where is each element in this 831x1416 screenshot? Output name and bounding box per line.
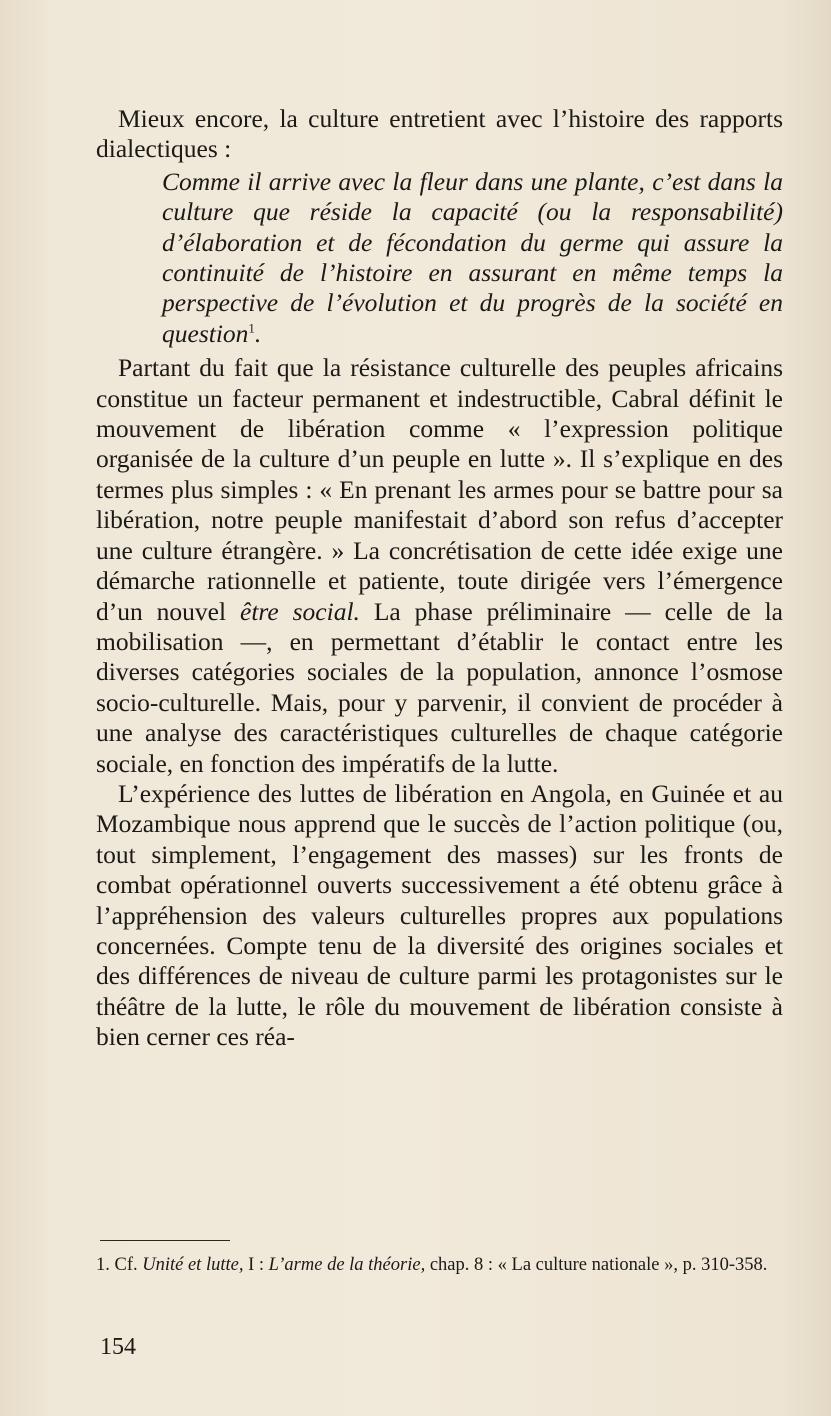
quote-text: Comme il arrive avec la fleur dans une plante, c’est dans la culture que réside la capacité (ou la responsabilité) d’élaboration et de fécondation du germe qui assure la continuité de l’histoire en assurant en même temps la perspective de l’évolution et du progrès de la société en question xyxy=(162,166,783,348)
footnote xyxy=(96,1252,783,1278)
footnote-number: 1. xyxy=(96,1255,110,1275)
emphasis-etre-social: être social. xyxy=(240,596,360,626)
footnote-volume: I : xyxy=(248,1255,265,1275)
page-number: 154 xyxy=(100,1334,136,1360)
paragraph-cabral-text-a: Partant du fait que la résistance culturelle des peuples africains constitue un facteur permanent et indestructible, Cabral définit le mouvement de libération comme « l’expression politique organisée de la culture d’un peuple en lutte ». Il s’explique en des termes plus simples : « En prenant les armes pour se battre pour sa libération, notre peuple manifestait d’abord son refus d’accepter une culture étrangère. » La concrétisation de cette idée exige une démarche rationnelle et patiente, toute dirigée vers l’émergence d’un nouvel xyxy=(96,353,783,626)
footnote-reference: 1 xyxy=(248,320,255,336)
footnote-suffix: chap. 8 : « La culture nationale », p. 310-358. xyxy=(429,1255,768,1275)
footnote-chapter-title: L’arme de la théorie, xyxy=(268,1255,426,1275)
body-text xyxy=(96,104,783,1053)
footnote-prefix: Cf. xyxy=(114,1255,138,1275)
block-quote xyxy=(162,165,783,353)
footnote-separator xyxy=(100,1240,230,1241)
paragraph-intro: Mieux encore, la culture entretient avec l’histoire des rapports dialectiques : xyxy=(96,104,783,164)
quote-end-punctuation: . xyxy=(254,318,262,348)
footnote-work-title: Unité et lutte, xyxy=(142,1255,244,1275)
paragraph-experience: L’expérience des luttes de libération en Angola, en Guinée et au Mozambique nous apprend que le succès de l’action politique (ou, tout simplement, l’engagement des masses) sur les fronts de combat opérationnel ouverts successivement a été obtenu grâce à l’appréhension des valeurs culturelles propres aux populations concernées. Compte tenu de la diversité des origines sociales et des différences de niveau de culture parmi les protagonistes sur le théâtre de la lutte, le rôle du mouvement de libération consiste à bien cerner ces réa- xyxy=(96,778,783,1052)
paragraph-cabral-text-b: La phase préliminaire — celle de la mobilisation —, en permettant d’établir le contact entre les diverses catégories sociales de la population, annonce l’osmose socio-culturelle. Mais, pour y parvenir, il convient de procéder à une analyse des caractéristiques culturelles de chaque catégorie sociale, en fonction des impératifs de la lutte. xyxy=(96,596,784,778)
paragraph-cabral xyxy=(96,353,783,779)
